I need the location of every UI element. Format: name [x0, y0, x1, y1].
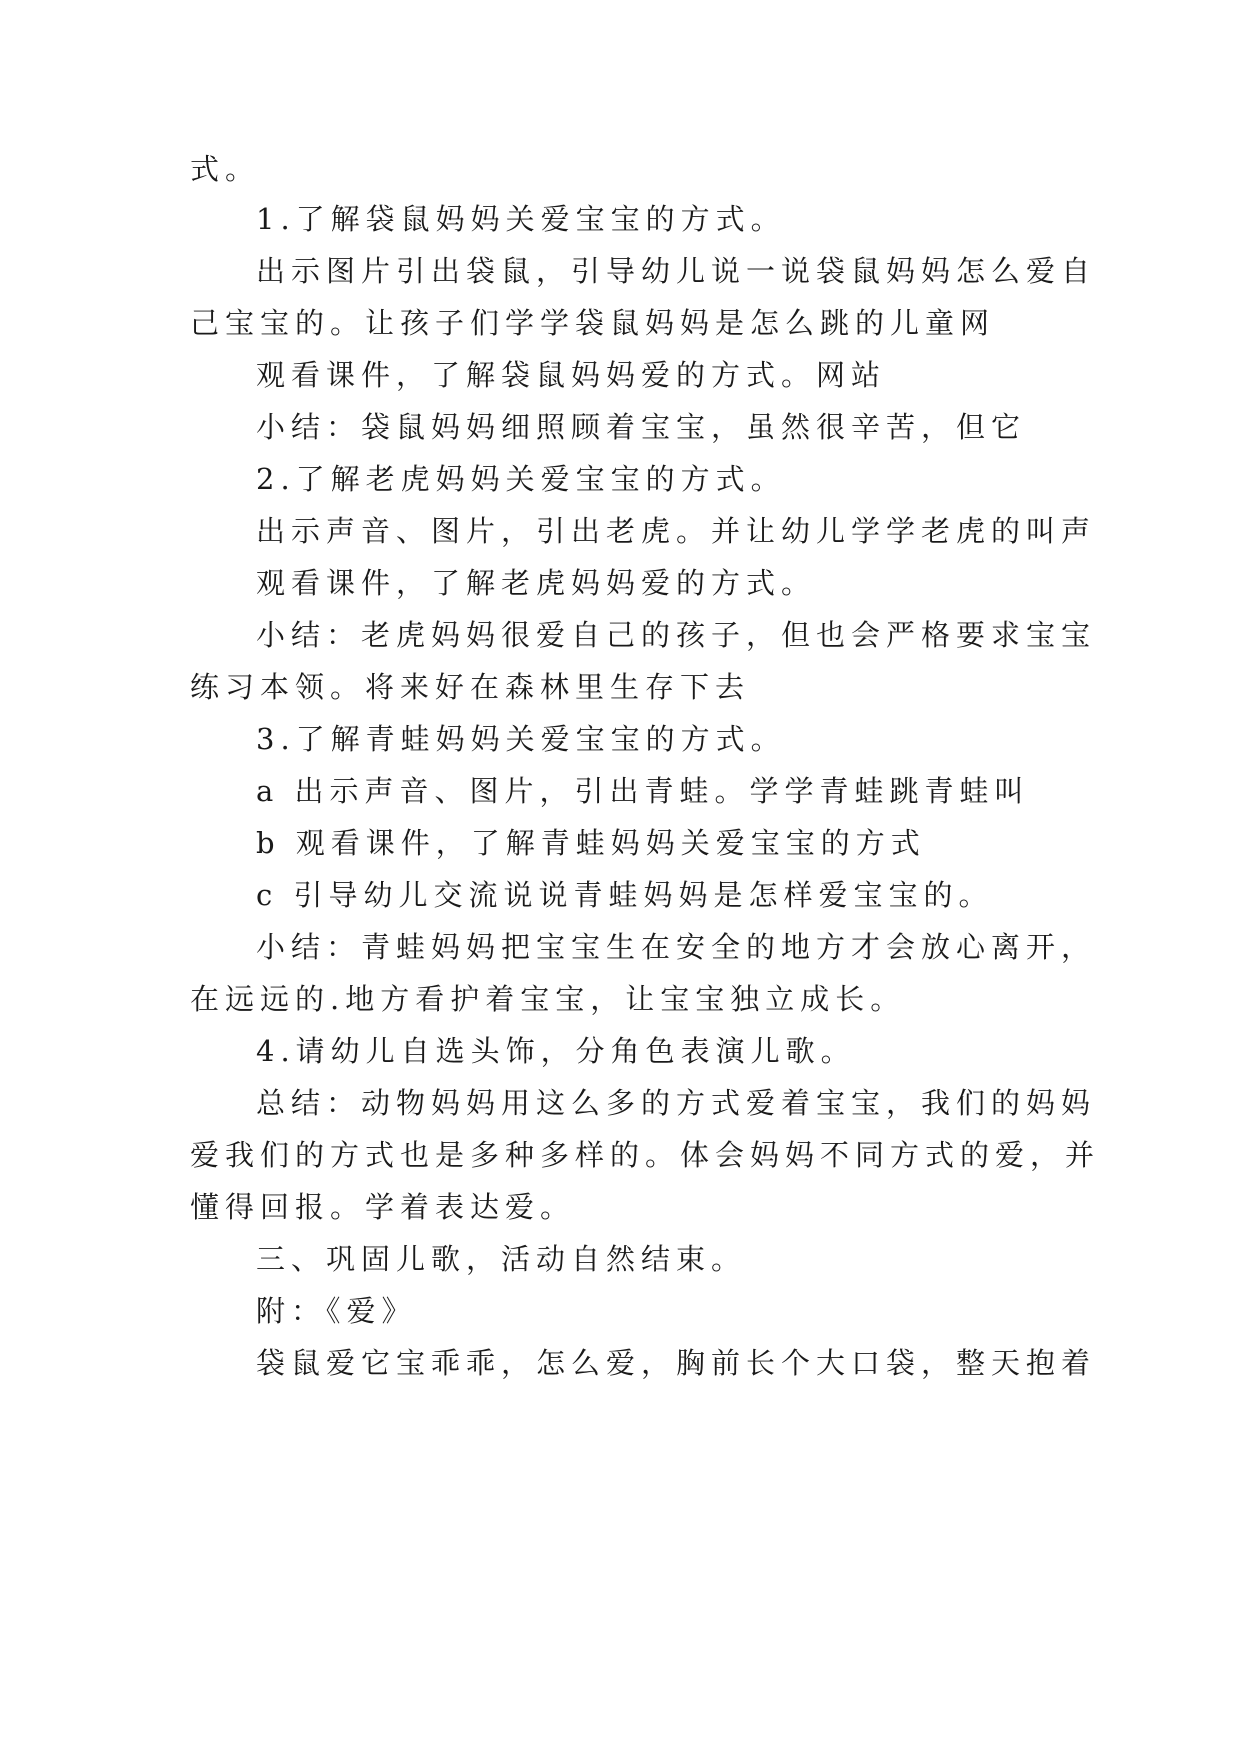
paragraph-line: 出示声音、图片，引出老虎。并让幼儿学学老虎的叫声 — [256, 514, 1097, 548]
paragraph-line: 练习本领。将来好在森林里生存下去 — [190, 670, 751, 704]
paragraph-line: c 引导幼儿交流说说青蛙妈妈是怎样爱宝宝的。 — [256, 878, 994, 912]
paragraph-line: 1.了解袋鼠妈妈关爱宝宝的方式。 — [256, 202, 786, 236]
paragraph-line: 懂得回报。学着表达爱。 — [190, 1190, 576, 1224]
paragraph-line: 小结：老虎妈妈很爱自己的孩子，但也会严格要求宝宝 — [256, 618, 1097, 652]
paragraph-line: 附：《爱》 — [256, 1294, 417, 1328]
paragraph-line: a 出示声音、图片，引出青蛙。学学青蛙跳青蛙叫 — [256, 774, 1030, 808]
paragraph-line: 小结：青蛙妈妈把宝宝生在安全的地方才会放心离开， — [256, 930, 1097, 964]
paragraph-line: 3.了解青蛙妈妈关爱宝宝的方式。 — [256, 722, 786, 756]
paragraph-line: 爱我们的方式也是多种多样的。体会妈妈不同方式的爱，并 — [190, 1138, 1101, 1172]
paragraph-line: 式。 — [190, 152, 261, 186]
paragraph-line: 袋鼠爱它宝乖乖，怎么爱，胸前长个大口袋，整天抱着 — [256, 1346, 1097, 1380]
paragraph-line: 观看课件，了解老虎妈妈爱的方式。 — [256, 566, 817, 600]
paragraph-line: 小结：袋鼠妈妈细照顾着宝宝，虽然很辛苦，但它 — [256, 410, 1027, 444]
paragraph-line: 己宝宝的。让孩子们学学袋鼠妈妈是怎么跳的儿童网 — [190, 306, 996, 340]
paragraph-line: 4.请幼儿自选头饰，分角色表演儿歌。 — [256, 1034, 856, 1068]
paragraph-line: b 观看课件，了解青蛙妈妈关爱宝宝的方式 — [256, 826, 926, 860]
paragraph-line: 三、巩固儿歌，活动自然结束。 — [256, 1242, 747, 1276]
paragraph-line: 2.了解老虎妈妈关爱宝宝的方式。 — [256, 462, 786, 496]
paragraph-line: 出示图片引出袋鼠，引导幼儿说一说袋鼠妈妈怎么爱自 — [256, 254, 1097, 288]
paragraph-line: 观看课件，了解袋鼠妈妈爱的方式。网站 — [256, 358, 887, 392]
paragraph-line: 在远远的.地方看护着宝宝，让宝宝独立成长。 — [190, 982, 906, 1016]
paragraph-line: 总结：动物妈妈用这么多的方式爱着宝宝，我们的妈妈 — [256, 1086, 1097, 1120]
